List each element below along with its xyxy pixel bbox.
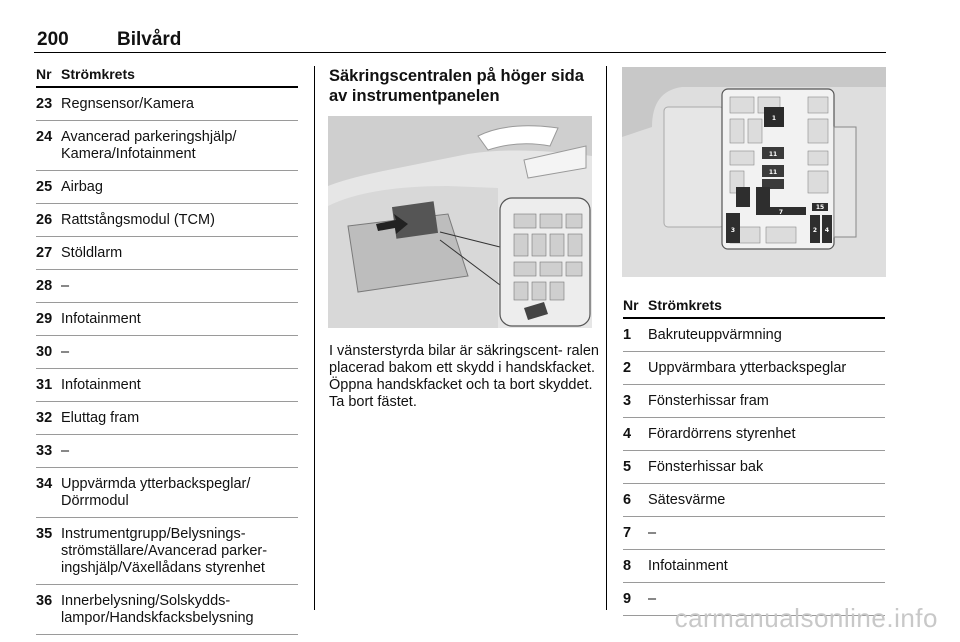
fuse-number: 26 [36,212,53,228]
table-row [623,550,885,578]
section-heading: Säkringscentralen på höger sida av instrumentpanelen [329,67,584,105]
column-header-nr: Nr [36,66,52,82]
fuse-box-figure [622,67,886,277]
circuit-name: Innerbelysning/Solskydds- lampor/Handskfacksbelysning [61,593,254,626]
fuse-number: 32 [36,410,53,426]
table-row [36,270,298,298]
circuit-name: Uppvärmda ytterbackspeglar/ Dörrmodul [61,476,251,509]
column-header-circuit: Strömkrets [648,297,722,313]
fuse-number: 1 [623,327,632,343]
table-row [36,88,298,116]
column-divider-right [606,66,607,610]
circuit-name: Regnsensor/Kamera [61,96,194,112]
circuit-name: Infotainment [61,311,141,327]
left-fuse-table [36,66,298,635]
table-row [36,204,298,232]
column-divider-left [314,66,315,610]
watermark: carmanualsonline.info [674,603,938,633]
fuse-label: 4 [824,227,830,234]
instruction-paragraph: I vänsterstyrda bilar är säkringscent- ralen placerad bakom ett skydd i handskfacket. Öppna handskfacket och ta bort skyddet. Ta bort fästet. [329,343,599,410]
table-header [36,66,298,88]
fuse-label: 3 [730,227,736,234]
table-row [36,468,298,513]
circuit-name: Stöldlarm [61,245,123,261]
circuit-name: Instrumentgrupp/Belysnings- strömställare/Avancerad parker- ingshjälp/Växellådans styrenhet [61,526,268,576]
table-row [36,402,298,430]
table-row [36,171,298,199]
right-fuse-table [623,297,885,616]
glovebox-figure [328,116,592,328]
circuit-name: – [61,344,70,360]
circuit-name: Infotainment [648,558,728,574]
fuse-number: 8 [623,558,632,574]
table-body [36,88,298,635]
circuit-name: Infotainment [61,377,141,393]
fuse-number: 5 [623,459,632,475]
fuse-number: 23 [36,96,53,112]
table-row [623,352,885,380]
fuse-number: 7 [623,525,632,541]
table-row [36,237,298,265]
fuse-number: 2 [623,360,632,376]
table-row [36,336,298,364]
circuit-name: Fönsterhissar fram [648,393,769,409]
circuit-name: Förardörrens styrenhet [648,426,796,442]
table-row [623,484,885,512]
fuse-number: 28 [36,278,53,294]
fuse-number: 31 [36,377,53,393]
fuse-number: 36 [36,593,53,609]
fuse-label: 7 [778,209,784,216]
fuse-label: 1 [771,115,777,122]
section-title: Bilvård [117,29,182,50]
circuit-name: Airbag [61,179,103,195]
table-row [623,319,885,347]
row-divider [36,634,298,635]
fuse-number: 6 [623,492,632,508]
fuse-number: 25 [36,179,53,195]
table-body [623,319,885,616]
fuse-box-illustration [622,67,886,277]
page-number: 200 [37,29,69,50]
circuit-name: Sätesvärme [648,492,726,508]
table-row [623,517,885,545]
circuit-name: Fönsterhissar bak [648,459,764,475]
header-rule [34,52,886,53]
circuit-name: – [648,591,657,607]
table-row [36,435,298,463]
circuit-name: Rattstångsmodul (TCM) [61,212,215,228]
table-row [36,121,298,166]
fuse-number: 24 [36,129,53,145]
table-header [623,297,885,319]
circuit-name: Uppvärmbara ytterbackspeglar [648,360,847,376]
table-row [623,418,885,446]
circuit-name: Eluttag fram [61,410,140,426]
fuse-number: 4 [623,426,632,442]
fuse-number: 9 [623,591,632,607]
fuse-number: 3 [623,393,632,409]
fuse-number: 34 [36,476,53,492]
circuit-name: Bakruteuppvärmning [648,327,782,343]
fuse-number: 33 [36,443,53,459]
circuit-name: – [61,278,70,294]
fuse-label: 2 [812,227,818,234]
fuse-label: 15 [815,204,825,211]
column-header-circuit: Strömkrets [61,66,135,82]
table-row [623,385,885,413]
fuse-number: 29 [36,311,53,327]
fuse-number: 30 [36,344,53,360]
column-header-nr: Nr [623,297,639,313]
fuse-label: 11 [768,151,778,158]
table-row [623,451,885,479]
table-row [36,303,298,331]
table-row [36,369,298,397]
circuit-name: Avancerad parkeringshjälp/ Kamera/Infotainment [61,129,237,162]
fuse-number: 27 [36,245,53,261]
fuse-label: 11 [768,169,778,176]
table-row [36,518,298,580]
fuse-number: 35 [36,526,53,542]
circuit-name: – [61,443,70,459]
glovebox-illustration [328,116,592,328]
table-row [36,585,298,630]
circuit-name: – [648,525,657,541]
